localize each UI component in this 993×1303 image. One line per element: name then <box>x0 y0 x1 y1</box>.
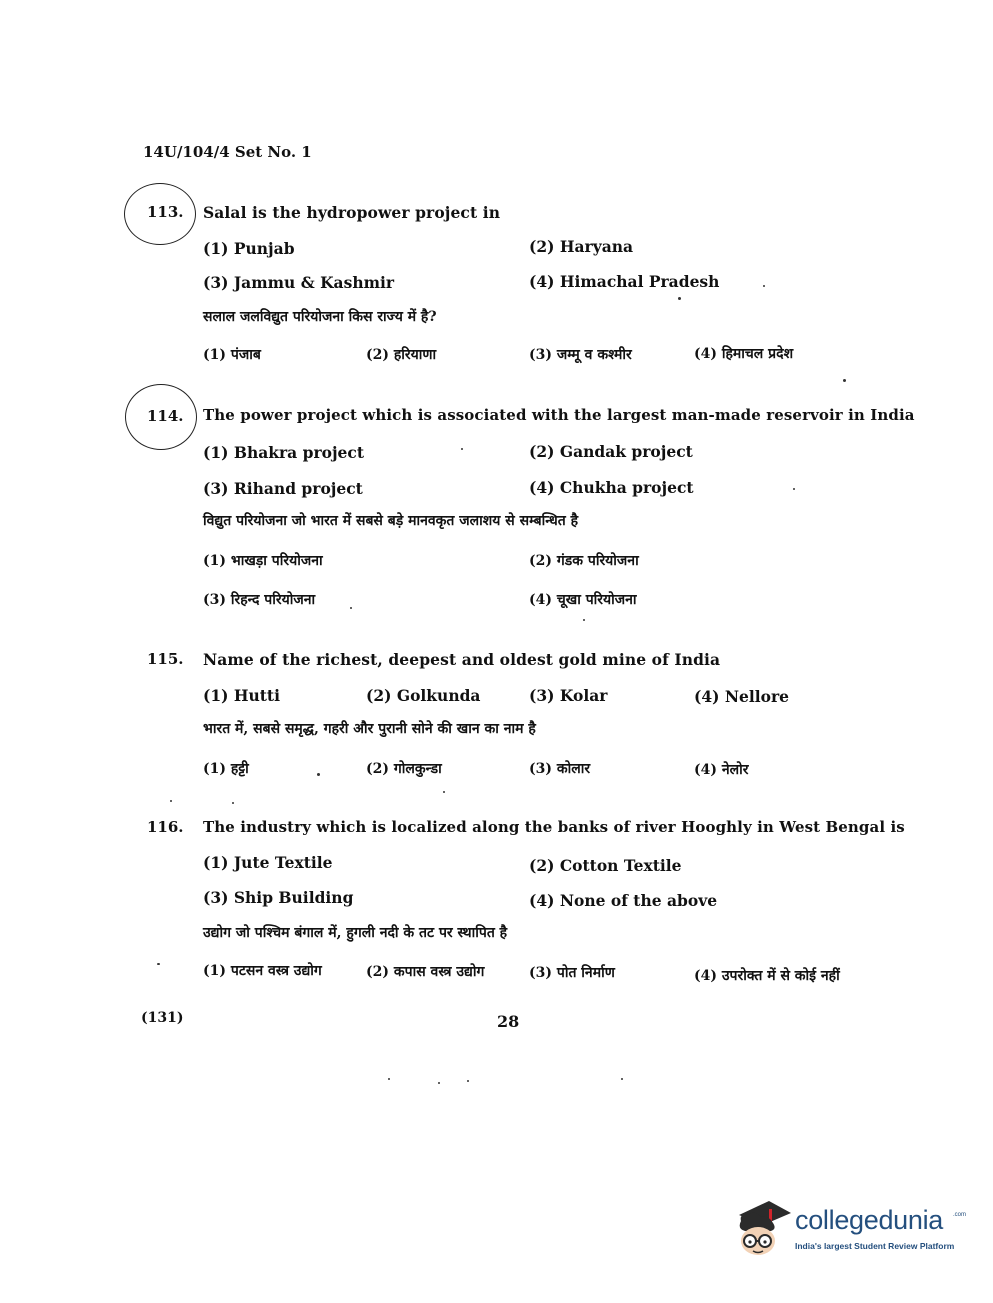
question-115-hindi-option-2: (2) गोलकुन्डा <box>366 761 442 777</box>
logo-tagline: India's largest Student Review Platform <box>795 1241 955 1251</box>
question-115-hindi-option-1: (1) हट्टी <box>203 761 249 777</box>
scan-speck <box>583 619 585 621</box>
question-113-option-3: (3) Jammu & Kashmir <box>203 273 395 292</box>
question-115-text: Name of the richest, deepest and oldest gold mine of India <box>203 650 721 669</box>
paper-code: (131) <box>141 1010 184 1026</box>
scan-speck <box>443 791 445 793</box>
student-mascot-icon <box>733 1195 795 1265</box>
question-113-hindi-text: सलाल जलविद्युत परियोजना किस राज्य में है? <box>203 309 437 325</box>
scan-speck <box>793 488 795 490</box>
scan-speck <box>350 607 352 609</box>
question-115-hindi-option-3: (3) कोलार <box>529 761 591 777</box>
page-number: 28 <box>497 1012 520 1031</box>
question-114-hindi-option-4: (4) चूखा परियोजना <box>529 592 637 608</box>
question-115-option-1: (1) Hutti <box>203 686 280 705</box>
question-115-option-3: (3) Kolar <box>529 686 608 705</box>
scan-speck <box>438 1082 440 1084</box>
question-113-number: 113. <box>147 203 184 221</box>
scan-speck <box>157 963 160 965</box>
question-113-text: Salal is the hydropower project in <box>203 203 501 222</box>
question-116-hindi-text: उद्योग जो पश्चिम बंगाल में, हुगली नदी के तट पर स्थापित है <box>203 925 508 941</box>
question-113-option-4: (4) Himachal Pradesh <box>529 272 720 291</box>
collegedunia-logo <box>733 1195 965 1265</box>
scan-speck <box>170 800 172 802</box>
scan-speck <box>763 285 765 287</box>
question-116-option-2: (2) Cotton Textile <box>529 856 682 875</box>
question-114-option-1: (1) Bhakra project <box>203 443 365 462</box>
question-113-hindi-option-1: (1) पंजाब <box>203 347 261 363</box>
logo-domain-suffix: .com <box>953 1212 967 1218</box>
question-114-hindi-option-2: (2) गंडक परियोजना <box>529 553 639 569</box>
question-113-option-2: (2) Haryana <box>529 237 634 256</box>
question-116-option-3: (3) Ship Building <box>203 888 354 907</box>
scan-speck <box>678 297 681 300</box>
question-115-number: 115. <box>147 650 184 668</box>
set-number-header: 14U/104/4 Set No. 1 <box>143 143 312 161</box>
question-116-hindi-option-3: (3) पोत निर्माण <box>529 965 615 981</box>
scan-speck <box>461 448 463 450</box>
scan-speck <box>388 1078 390 1080</box>
question-114-hindi-option-1: (1) भाखड़ा परियोजना <box>203 553 323 569</box>
question-114-hindi-option-3: (3) रिहन्द परियोजना <box>203 592 316 608</box>
question-116-number: 116. <box>147 818 184 836</box>
question-116-hindi-option-1: (1) पटसन वस्त्र उद्योग <box>203 963 322 979</box>
question-113-hindi-option-2: (2) हरियाणा <box>366 347 437 363</box>
question-114-text: The power project which is associated with the largest man-made reservoir in India <box>203 406 915 424</box>
scan-speck <box>621 1078 623 1080</box>
question-114-hindi-text: विद्युत परियोजना जो भारत में सबसे बड़े मानवकृत जलाशय से सम्बन्धित है <box>203 513 579 529</box>
question-115-option-4: (4) Nellore <box>694 687 790 706</box>
question-113-hindi-option-4: (4) हिमाचल प्रदेश <box>694 346 794 362</box>
question-116-option-1: (1) Jute Textile <box>203 853 333 872</box>
question-113-hindi-option-3: (3) जम्मू व कश्मीर <box>529 347 632 363</box>
logo-wordmark: collegedunia <box>795 1205 944 1235</box>
scan-speck <box>317 773 320 776</box>
scan-speck <box>232 802 234 804</box>
question-116-option-4: (4) None of the above <box>529 891 718 910</box>
scan-speck <box>843 379 846 382</box>
question-113-option-1: (1) Punjab <box>203 239 295 258</box>
question-116-hindi-option-2: (2) कपास वस्त्र उद्योग <box>366 964 485 980</box>
scan-speck <box>467 1080 469 1082</box>
question-115-option-2: (2) Golkunda <box>366 686 481 705</box>
question-114-option-3: (3) Rihand project <box>203 479 363 498</box>
question-116-hindi-option-4: (4) उपरोक्त में से कोई नहीं <box>694 968 840 984</box>
question-114-number: 114. <box>147 407 184 425</box>
question-114-option-4: (4) Chukha project <box>529 478 694 497</box>
question-114-option-2: (2) Gandak project <box>529 442 693 461</box>
question-115-hindi-option-4: (4) नेलोर <box>694 762 749 778</box>
question-115-hindi-text: भारत में, सबसे समृद्ध, गहरी और पुरानी सोने की खान का नाम है <box>203 721 536 737</box>
question-116-text: The industry which is localized along the banks of river Hooghly in West Bengal is <box>203 818 905 836</box>
